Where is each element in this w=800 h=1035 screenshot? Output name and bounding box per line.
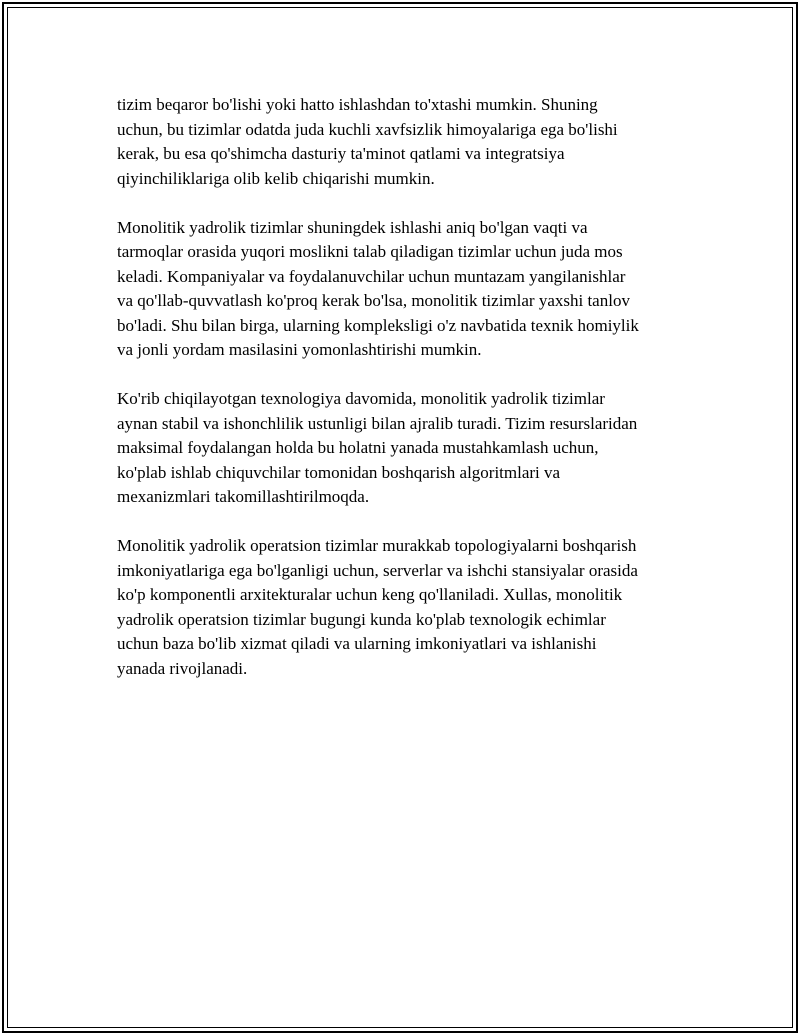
text-line: uchun baza bo'lib xizmat qiladi va ularning imkoniyatlari va ishlanishi [117,634,597,653]
text-line: tizim beqaror bo'lishi yoki hatto ishlashdan to'xtashi mumkin. Shuning [117,95,598,114]
paragraph [117,93,707,191]
text-line: mexanizmlari takomillashtirilmoqda. [117,487,370,506]
text-line: Monolitik yadrolik operatsion tizimlar murakkab topologiyalarni boshqarish [117,536,637,555]
text-line: yadrolik operatsion tizimlar bugungi kunda ko'plab texnologik echimlar [117,609,606,629]
text-line: uchun, bu tizimlar odatda juda kuchli xavfsizlik himoyalariga ega bo'lishi [117,119,618,139]
text-line: qiyinchiliklariga olib kelib chiqarishi mumkin. [117,168,435,188]
text-line: maksimal foydalangan holda bu holatni yanada mustahkamlash uchun, [117,438,599,457]
text-line: bo'ladi. Shu bilan birga, ularning kompleksligi o'z navbatida texnik homiylik [117,315,639,335]
text-line: ko'plab ishlab chiquvchilar tomonidan boshqarish algoritmlari va [117,462,561,482]
text-line: ko'p komponentli arxitekturalar uchun keng qo'llaniladi. Xullas, monolitik [117,585,623,604]
text-line: aynan stabil va ishonchlilik ustunligi bilan ajralib turadi. Tizim resurslaridan [117,413,638,433]
text-line: imkoniyatlariga ega bo'lganligi uchun, serverlar va ishchi stansiyalar orasida [117,560,638,580]
paragraph [117,534,707,681]
text-line: keladi. Kompaniyalar va foydalanuvchilar uchun muntazam yangilanishlar [117,266,626,286]
document-body [117,93,707,706]
paragraph [117,387,707,510]
text-line: yanada rivojlanadi. [117,658,248,678]
paragraph [117,216,707,363]
text-line: kerak, bu esa qo'shimcha dasturiy ta'minot qatlami va integratsiya [117,144,565,163]
text-line: tarmoqlar orasida yuqori moslikni talab qiladigan tizimlar uchun juda mos [117,242,623,261]
text-line: Ko'rib chiqilayotgan texnologiya davomida, monolitik yadrolik tizimlar [117,389,605,408]
text-line: Monolitik yadrolik tizimlar shuningdek ishlashi aniq bo'lgan vaqti va [117,217,588,237]
text-line: va jonli yordam masilasini yomonlashtirishi mumkin. [117,340,482,359]
text-line: va qo'llab-quvvatlash ko'proq kerak bo'lsa, monolitik tizimlar yaxshi tanlov [117,291,630,310]
